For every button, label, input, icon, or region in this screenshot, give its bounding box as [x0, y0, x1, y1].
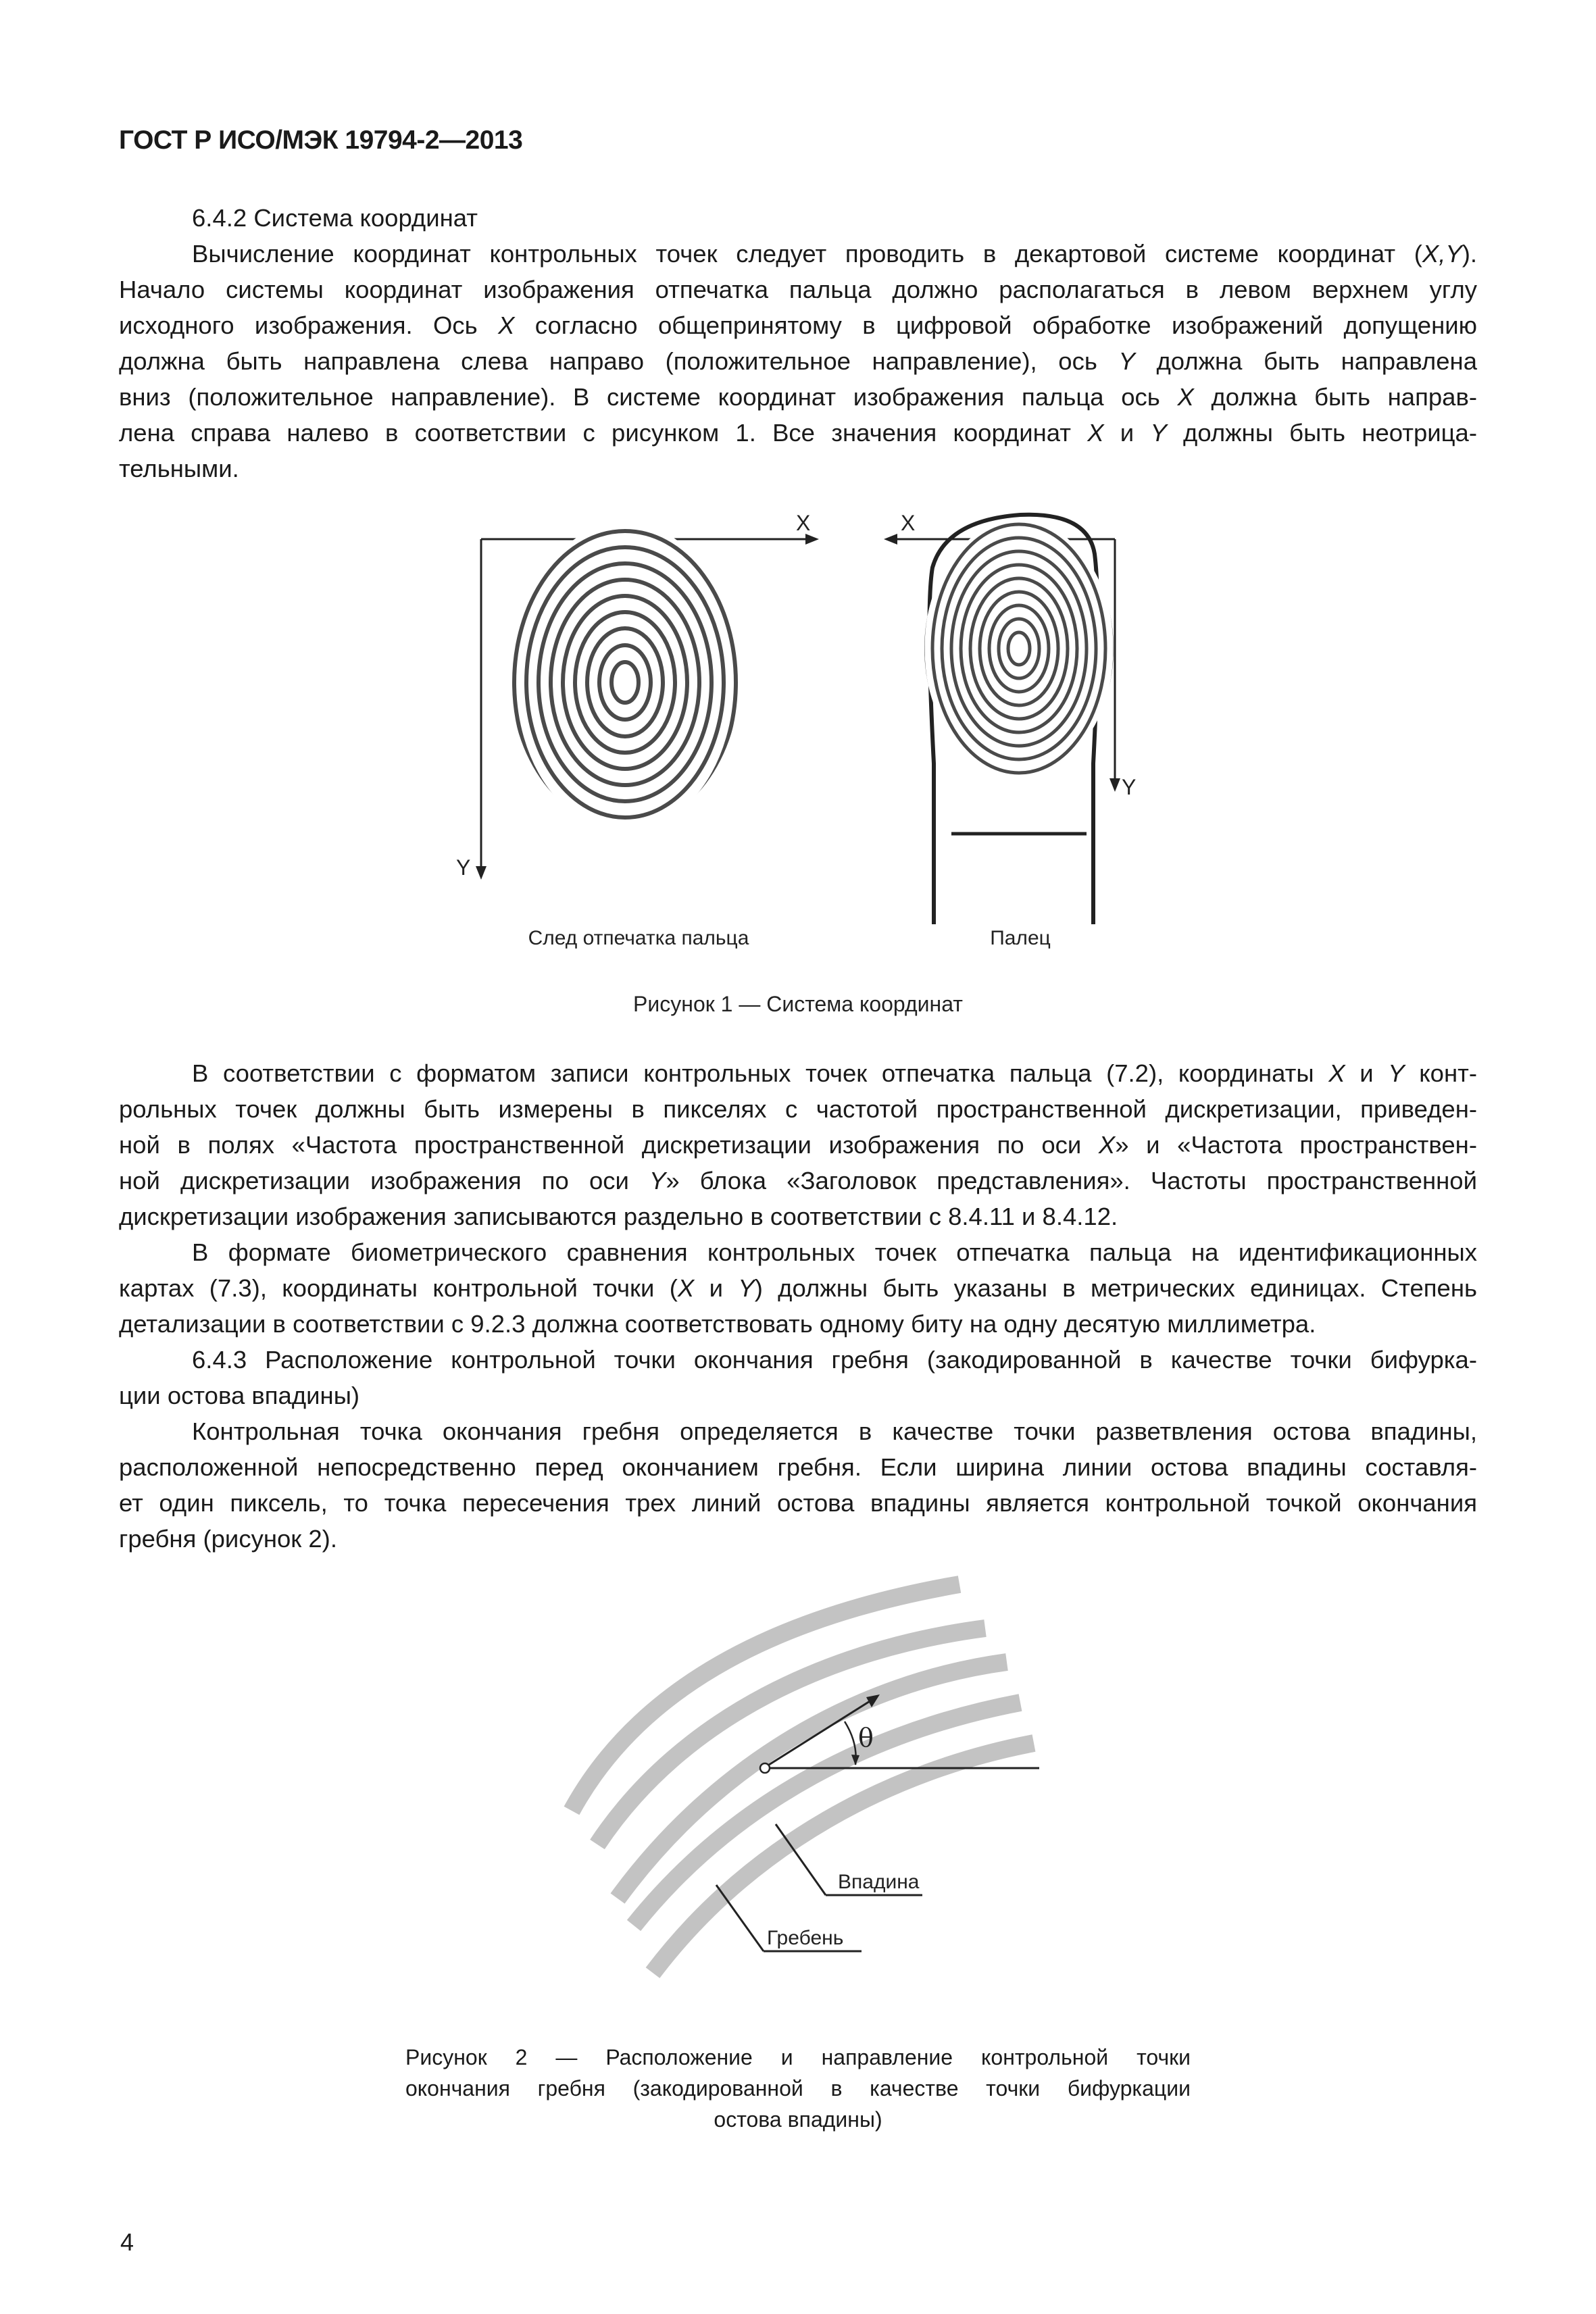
- text-line: должна быть направлена слева направо (положительное направление), ось Y должна быть направлена: [119, 347, 1477, 375]
- text-line: лена справа налево в соответствии с рисунком 1. Все значения координат X и Y должны быть неотрица-: [119, 419, 1478, 447]
- x-arrow-left-icon: [805, 534, 819, 545]
- minutia-point-icon: [760, 1763, 770, 1773]
- axis-x-label-print: X: [796, 511, 811, 535]
- text-line: ет один пиксель, то точка пересечения трех линий остова впадины является контрольной точкой окончания: [119, 1489, 1477, 1517]
- text-line: 6.4.3 Расположение контрольной точки окончания гребня (закодированной в качестве точки бифурка-: [192, 1346, 1477, 1374]
- text-line: картах (7.3), координаты контрольной точки (X и Y) должны быть указаны в метрических единицах. Степень: [119, 1274, 1478, 1302]
- text-line: В формате биометрического сравнения контрольных точек отпечатка пальца на идентификационных: [192, 1238, 1477, 1266]
- text-line: В соответствии с форматом записи контрольных точек отпечатка пальца (7.2), координаты X и Y конт-: [192, 1059, 1477, 1087]
- text-line: рольных точек должны быть измерены в пикселях с частотой пространственной дискретизации, приведен-: [119, 1095, 1477, 1123]
- label-valley: Впадина: [838, 1871, 920, 1893]
- text-line: Вычисление координат контрольных точек следует проводить в декартовой системе координат (X,Y).: [192, 240, 1477, 268]
- text-line: тельными.: [119, 455, 239, 482]
- figure-1-caption: Рисунок 1 — Система координат: [633, 992, 963, 1016]
- text-line: дискретизации изображения записываются раздельно в соответствии с 8.4.11 и 8.4.12.: [119, 1203, 1118, 1230]
- label-finger: Палец: [990, 927, 1051, 949]
- text-line: исходного изображения. Ось X согласно общепринятому в цифровой обработке изображений допущению: [119, 311, 1477, 339]
- figure-2-ridges: [572, 1584, 1034, 1973]
- text-line: ции остова впадины): [119, 1382, 360, 1409]
- axis-x-label-finger: X: [901, 511, 916, 535]
- text-line: вниз (положительное направление). В системе координат изображения пальца ось X должна быть направ-: [119, 383, 1477, 411]
- label-ridge: Гребень: [767, 1927, 844, 1949]
- label-print: След отпечатка пальца: [528, 927, 749, 949]
- y-arrow-right-icon: [1109, 778, 1120, 792]
- page-number: 4: [120, 2228, 134, 2256]
- text-line: расположенной непосредственно перед окончанием гребня. Если ширина линии остова впадины составля-: [119, 1453, 1477, 1481]
- x-arrow-right-icon: [884, 534, 897, 545]
- text-line: ной в полях «Частота пространственной дискретизации изображения по оси X» и «Частота пространствен-: [119, 1131, 1477, 1159]
- axis-y-label-print: Y: [456, 855, 471, 880]
- y-arrow-left-icon: [476, 866, 487, 880]
- fingerprint-print-image: [500, 513, 757, 850]
- axis-y-label-finger: Y: [1122, 775, 1137, 799]
- figure-2-caption: [405, 2042, 1191, 2135]
- text-line: Контрольная точка окончания гребня определяется в качестве точки разветвления остова впадины,: [192, 1417, 1477, 1445]
- text-line: Начало системы координат изображения отпечатка пальца должно располагаться в левом верхнем углу: [119, 276, 1477, 303]
- text-line: ной дискретизации изображения по оси Y» блока «Заголовок представления». Частоты пространственной: [119, 1167, 1477, 1194]
- section-6-4-2-title: 6.4.2 Система координат: [192, 204, 478, 232]
- body-text: [119, 1055, 1477, 1557]
- theta-label: θ: [858, 1723, 874, 1753]
- fingerprint-finger-image: [919, 511, 1122, 786]
- text-line: детализации в соответствии с 9.2.3 должна соответствовать одному биту на одну десятую миллиметра.: [119, 1310, 1316, 1338]
- ridge-pointer: [716, 1885, 764, 1951]
- figure-2-caption-line-2: окончания гребня (закодированной в качестве точки бифуркации: [405, 2076, 1191, 2101]
- figure-2-caption-line-1: Рисунок 2 — Расположение и направление контрольной точки: [405, 2045, 1191, 2069]
- text-line: гребня (рисунок 2).: [119, 1525, 337, 1553]
- body-text-lines: [119, 1055, 1477, 1557]
- document-header: ГОСТ Р ИСО/МЭК 19794-2—2013: [119, 126, 523, 155]
- figure-2-caption-line-3: остова впадины): [714, 2107, 882, 2132]
